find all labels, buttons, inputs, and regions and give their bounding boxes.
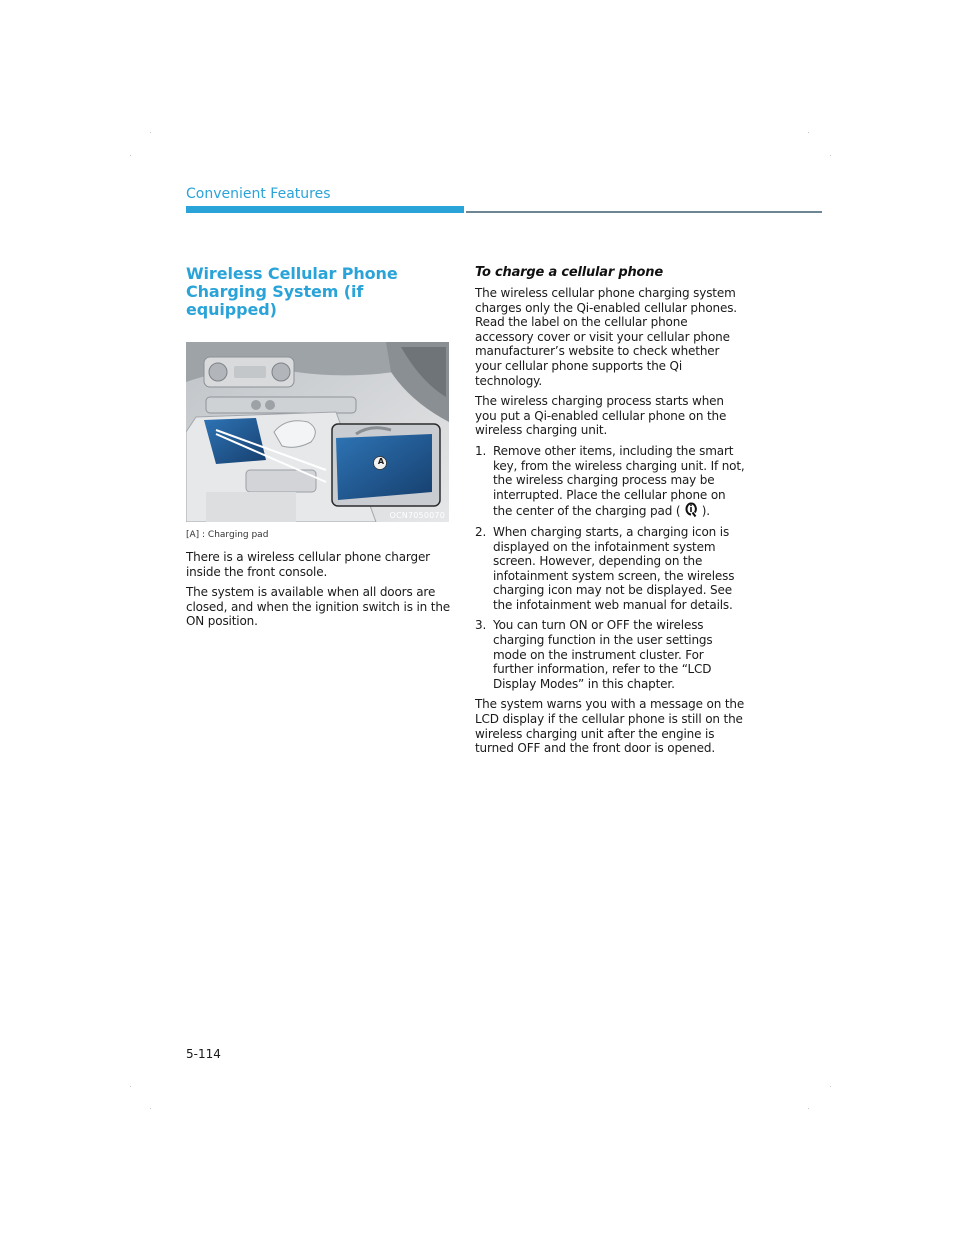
section-header: Convenient Features [186, 186, 331, 202]
subheading: To charge a cellular phone [475, 265, 663, 280]
step-item [475, 525, 745, 613]
left-column [186, 265, 451, 629]
step-text: When charging starts, a charging icon is displayed on the infotainment system screen. However, depending on the infotainment system screen, the wireless charging icon may not be displayed. See the infotainment web manual for details. [493, 524, 735, 612]
step-item [475, 444, 745, 519]
console-drawing [186, 342, 449, 522]
figure-caption: [A] : Charging pad [186, 530, 269, 540]
header-rule [466, 211, 822, 213]
crop-mark [150, 1108, 151, 1109]
step-text-part: Remove other items, including the smart key, from the wireless charging unit. If not, the wireless charging process may be interrupted. Place the cellular phone on the center of the charging pad ( [493, 443, 745, 519]
crop-mark [150, 132, 151, 133]
figure-label-a: A [377, 457, 385, 466]
step-number: 3. [475, 618, 487, 633]
header-rule-accent [186, 206, 464, 213]
paragraph: The wireless cellular phone charging system charges only the Qi-enabled cellular phones. Read the label on the cellular phone accessory cover or visit your cellular phone manufacturer’s website to check whether your cellular phone supports the Qi technology. [475, 286, 737, 388]
crop-mark [808, 132, 809, 133]
crop-mark [130, 1086, 131, 1087]
crop-mark [830, 1086, 831, 1087]
step-text [493, 444, 745, 519]
step-item [475, 618, 745, 691]
crop-mark [808, 1108, 809, 1109]
title-line-1: Wireless Cellular Phone [186, 264, 398, 283]
step-number: 2. [475, 524, 487, 539]
step-text: You can turn ON or OFF the wireless charging function in the user settings mode on the instrument cluster. For further information, refer to the “LCD Display Modes” in this chapter. [493, 618, 713, 691]
charging-pad-illustration [186, 342, 449, 522]
crop-mark [130, 155, 131, 156]
qi-charging-icon [685, 502, 697, 518]
paragraph: There is a wireless cellular phone charger inside the front console. [186, 550, 430, 579]
figure-code: OCN7050070 [389, 511, 445, 520]
page-number: 5-114 [186, 1047, 221, 1061]
page-title [186, 265, 451, 319]
crop-mark [830, 155, 831, 156]
paragraph: The system warns you with a message on the LCD display if the cellular phone is still on the wireless charging unit after the engine is turned OFF and the front door is opened. [475, 697, 745, 756]
title-line-2: Charging System (if equipped) [186, 282, 364, 319]
paragraph: The wireless charging process starts when you put a Qi-enabled cellular phone on the wireless charging unit. [475, 394, 727, 438]
paragraph: The system is available when all doors are closed, and when the ignition switch is in the ON position. [186, 585, 451, 629]
right-column [475, 265, 745, 756]
step-text-part: ). [701, 504, 710, 519]
step-number: 1. [475, 443, 487, 458]
